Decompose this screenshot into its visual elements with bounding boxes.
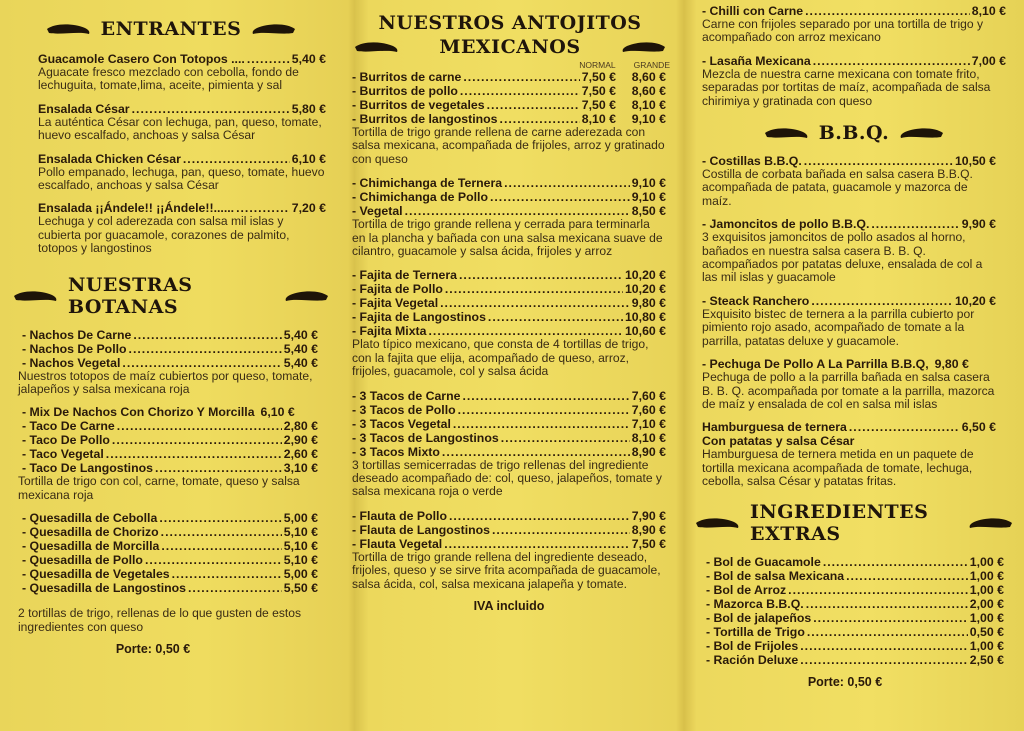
item-description: Hamburguesa de ternera metida en un paquete de tortilla mexicana acompañada de tomate, lechuga, cebolla, salsa César y patatas fritas.	[702, 447, 974, 489]
item-price: 7,60 €	[631, 388, 666, 403]
chili-pepper-icon	[12, 289, 58, 303]
item-price: 5,00 €	[283, 511, 318, 526]
item-price: 5,80 €	[291, 101, 326, 116]
item-name: - Flauta de Pollo	[352, 508, 447, 523]
item-name: - Taco De Langostinos	[22, 461, 153, 476]
item-price: 6,10 €	[260, 405, 295, 420]
item-price-grande: 8,60 €	[631, 70, 666, 84]
item-description: Pollo empanado, lechuga, pan, queso, tomate, huevo escalfado, anchoas y salsa César	[38, 164, 325, 193]
group-description: Tortilla de trigo grande rellena y cerrada para terminarla en la plancha y bañada con una salsa mexicana suave de cilantro, guacamole y salsa ácida, frijoles y arroz	[352, 217, 663, 259]
item-price: 6,10 €	[291, 151, 326, 166]
item-name: - Taco Vegetal	[22, 447, 104, 462]
item-price-grande: 8,60 €	[631, 84, 666, 98]
item-price: 9,80 €	[934, 357, 969, 372]
section-header-botanas	[12, 274, 330, 318]
menu-group	[352, 389, 666, 459]
item-description: La auténtica César con lechuga, pan, queso, tomate, huevo escalfado, anchoas y salsa César	[38, 114, 322, 143]
item-name: - Quesadilla de Chorizo	[22, 525, 159, 540]
section-header-entrantes	[12, 18, 330, 40]
item-name: - Mix De Nachos Con Chorizo Y Morcilla	[22, 405, 255, 420]
section-header-extras	[694, 501, 1014, 545]
item-name: - Burritos de langostinos	[352, 112, 498, 126]
item-price: 2,80 €	[283, 419, 318, 434]
section-header-antojitos	[344, 12, 676, 34]
item-name: - Lasaña Mexicana	[702, 53, 811, 68]
item-price: 9,10 €	[631, 190, 666, 205]
item-price: 7,00 €	[971, 53, 1006, 68]
item-name: - Steack Ranchero	[702, 293, 810, 308]
item-name: - 3 Tacos de Langostinos	[352, 430, 499, 445]
menu-column-3	[694, 0, 1014, 731]
item-description: Costilla de corbata bañada en salsa casera B.B.Q. acompañada de patata, guacamole y mazorca de maíz.	[702, 167, 973, 208]
item-price: 8,90 €	[631, 444, 666, 459]
menu-column-2	[344, 0, 676, 731]
item-price: 8,50 €	[631, 204, 666, 219]
item-name: - Costillas B.B.Q.	[702, 154, 802, 169]
item-name: - Chilli con Carne	[702, 4, 804, 18]
item-name: - Mazorca B.B.Q.	[706, 596, 804, 611]
item-name: - 3 Tacos de Carne	[352, 388, 461, 403]
item-name: - Burritos de vegetales	[352, 98, 485, 112]
chili-pepper-icon	[284, 289, 330, 303]
chili-pepper-icon	[251, 22, 297, 36]
item-name: - Jamoncitos de pollo B.B.Q.	[702, 217, 870, 232]
item-description: Pechuga de pollo a la parrilla bañada en salsa casera B. B. Q. acompañada por tomate a la parrilla, mazorca de maíz y ensalada de col en salsa mil islas	[702, 370, 995, 411]
chili-pepper-icon	[353, 40, 399, 54]
item-price: 9,10 €	[631, 176, 666, 191]
item-price: 5,00 €	[283, 567, 318, 582]
tax-note: IVA incluido	[473, 599, 545, 614]
item-name: - Taco De Pollo	[22, 433, 110, 448]
group-description: Tortilla de trigo grande rellena del ingrediente deseado, frijoles, queso y se sirve frita acompañada de guacamole, salsa ácida, col, salsa mexicana jalapeña y tomate.	[352, 549, 661, 591]
item-price-normal: 7,50 €	[581, 98, 616, 112]
item-name: - Fajita Mixta	[352, 324, 427, 339]
item-description: Exquisito bistec de ternera a la parrilla cubierto por pimiento rojo asado, acompañado de tomate a la parrilla, patatas deluxe y guacamole.	[702, 306, 975, 348]
item-name: - 3 Tacos Vegetal	[352, 416, 451, 431]
item-name: - Bol de Arroz	[706, 582, 787, 597]
item-description: Aguacate fresco mezclado con cebolla, fondo de lechuguita, tomate,lima, aceite, pimienta y sal	[38, 65, 299, 93]
item-price: 5,40 €	[283, 355, 318, 370]
item-price: 5,40 €	[291, 52, 326, 66]
item-name: - Burritos de pollo	[352, 84, 458, 98]
item-price: 7,90 €	[631, 508, 666, 523]
item-price: 1,00 €	[969, 638, 1004, 653]
menu-item	[702, 4, 1006, 45]
item-price: 5,40 €	[283, 341, 318, 356]
item-name: - Fajita de Ternera	[352, 268, 458, 283]
item-name: Hamburguesa de ternera	[702, 420, 847, 435]
item-price: 5,10 €	[283, 525, 318, 540]
item-price-normal: 7,50 €	[581, 70, 616, 84]
item-name: - Nachos De Carne	[22, 327, 132, 342]
menu-item	[702, 420, 996, 488]
section-header-bbq	[694, 122, 1014, 144]
menu-column-1	[12, 0, 330, 731]
menu-group	[18, 511, 318, 595]
item-price: 1,00 €	[969, 568, 1004, 583]
item-name: Ensalada ¡¡Ándele!! ¡¡Ándele!!......	[38, 201, 235, 216]
delivery-fee: Porte: 0,50 €	[807, 674, 883, 689]
item-name: - Quesadilla de Morcilla	[22, 539, 160, 554]
group-description: Plato típico mexicano, que consta de 4 tortillas de trigo, con la fajita que elija, acompañado de queso, arroz, frijoles, guacamole, col y salsa ácida	[352, 337, 649, 379]
size-headers	[344, 60, 676, 70]
item-name: - Chimichanga de Pollo	[352, 190, 488, 205]
item-price: 3,10 €	[283, 461, 318, 476]
item-price: 5,50 €	[283, 581, 318, 596]
menu-group	[352, 176, 666, 218]
item-price: 0,50 €	[969, 624, 1004, 639]
item-name: - Bol de jalapeños	[706, 610, 812, 625]
item-price-normal: 7,50 €	[581, 84, 616, 98]
item-price: 2,90 €	[283, 433, 318, 448]
item-name: - Ración Deluxe	[706, 652, 799, 667]
item-price: 10,20 €	[954, 293, 996, 308]
item-name: - Flauta de Langostinos	[352, 522, 491, 537]
item-price: 2,00 €	[969, 596, 1004, 611]
chili-pepper-icon	[899, 126, 945, 140]
item-price: 5,10 €	[283, 539, 318, 554]
chili-pepper-icon	[694, 516, 740, 530]
item-name: - Quesadilla de Cebolla	[22, 511, 158, 526]
menu-item	[38, 102, 326, 143]
item-price: 1,00 €	[969, 554, 1004, 569]
item-price: 8,10 €	[631, 430, 666, 445]
header-grande: GRANDE	[633, 60, 670, 70]
menu-item	[702, 54, 1006, 108]
item-name: - Bol de Guacamole	[706, 554, 821, 569]
menu-item	[702, 294, 996, 348]
item-price: 7,20 €	[291, 201, 326, 216]
item-name: Ensalada César	[38, 101, 130, 116]
menu-group	[352, 509, 666, 551]
chili-pepper-icon	[621, 40, 667, 54]
menu-item	[38, 152, 326, 193]
section-header-antojitos-line2	[344, 36, 676, 58]
item-name: - Quesadilla de Vegetales	[22, 567, 170, 582]
menu-item	[38, 52, 326, 93]
menu-item	[702, 217, 996, 285]
item-price: 10,20 €	[624, 282, 666, 297]
menu-item	[702, 357, 996, 411]
item-description: Lechuga y col aderezada con salsa mil islas y cubierta por guacamole, corazones de palmito, totopos y langostinos	[38, 214, 290, 256]
item-name: - Bol de Frijoles	[706, 638, 799, 653]
item-price: 9,80 €	[631, 296, 666, 311]
menu-group	[18, 405, 318, 475]
item-price: 7,50 €	[631, 536, 666, 551]
section-title: NUESTROS ANTOJITOS	[378, 12, 642, 34]
item-name: - 3 Tacos Mixto	[352, 444, 440, 459]
menu-group	[18, 328, 318, 370]
item-price: 10,80 €	[624, 310, 666, 325]
item-name-line2: Con patatas y salsa César	[702, 434, 855, 449]
item-name: Ensalada Chicken César	[38, 151, 181, 166]
item-description: 3 exquisitos jamoncitos de pollo asados al horno, bañados en nuestra salsa casera B. B. Q. acompañados por patatas deluxe, ensalada de col a las mil islas y guacamole	[702, 230, 983, 285]
item-name: - Nachos De Pollo	[22, 341, 127, 356]
item-name: - Taco De Carne	[22, 419, 115, 434]
item-name: - Chimichanga de Ternera	[352, 176, 503, 191]
item-price: 8,10 €	[971, 4, 1006, 18]
item-price: 1,00 €	[969, 582, 1004, 597]
menu-group	[706, 555, 1004, 667]
item-name: - Nachos Vegetal	[22, 355, 121, 370]
item-name: - Vegetal	[352, 204, 403, 219]
item-name: - 3 Tacos de Pollo	[352, 402, 456, 417]
delivery-fee: Porte: 0,50 €	[115, 642, 191, 657]
section-title: MEXICANOS	[439, 36, 581, 58]
chili-pepper-icon	[763, 126, 809, 140]
item-price: 8,90 €	[631, 522, 666, 537]
item-description: Mezcla de nuestra carne mexicana con tomate frito, separadas por tortitas de maíz, acompañada de salsa chirimiya y gratinada con queso	[702, 66, 991, 108]
section-title: NUESTRAS BOTANAS	[68, 273, 193, 318]
item-name: - Fajita Vegetal	[352, 296, 439, 311]
section-title: B.B.Q.	[818, 122, 890, 145]
item-price: 7,60 €	[631, 402, 666, 417]
menu-group	[352, 70, 666, 126]
item-name: - Flauta Vegetal	[352, 536, 443, 551]
menu-item	[702, 154, 996, 208]
item-price: 7,10 €	[631, 416, 666, 431]
group-description: 2 tortillas de trigo, rellenas de lo que gusten de estos ingredientes con queso	[18, 606, 302, 634]
item-price-grande: 8,10 €	[631, 98, 666, 112]
item-price: 5,10 €	[283, 553, 318, 568]
item-name: - Bol de salsa Mexicana	[706, 568, 845, 583]
menu-group	[352, 268, 666, 338]
item-name: Guacamole Casero Con Totopos ....	[38, 52, 245, 66]
item-price: 10,60 €	[624, 324, 666, 339]
item-name: - Tortilla de Trigo	[706, 624, 805, 639]
section-title: ENTRANTES	[100, 18, 242, 40]
item-price: 2,50 €	[969, 652, 1004, 667]
group-description: Tortilla de trigo grande rellena de carne aderezada con salsa mexicana, acompañada de frijoles, arroz y gratinado con queso	[352, 125, 665, 166]
item-name: - Pechuga De Pollo A La Parrilla B.B.Q,	[702, 357, 929, 372]
item-price: 2,60 €	[283, 447, 318, 462]
item-description: Carne con frijoles separado por una tortilla de trigo y acompañado con arroz mexicano	[702, 17, 983, 45]
chili-pepper-icon	[968, 516, 1014, 530]
item-price: 9,90 €	[961, 217, 996, 232]
item-name: - Fajita de Langostinos	[352, 310, 486, 325]
menu-item	[38, 201, 326, 255]
item-price: 6,50 €	[961, 420, 996, 435]
item-price: 5,40 €	[283, 327, 318, 342]
item-price-grande: 9,10 €	[631, 112, 666, 126]
item-name: - Burritos de carne	[352, 70, 462, 84]
item-price: 10,20 €	[624, 268, 666, 283]
header-normal: NORMAL	[579, 60, 616, 70]
item-name: - Fajita de Pollo	[352, 282, 443, 297]
item-name: - Quesadilla de Langostinos	[22, 581, 186, 596]
item-price: 1,00 €	[969, 610, 1004, 625]
section-title: INGREDIENTES EXTRAS	[750, 500, 929, 545]
group-description: Tortilla de trigo con col, carne, tomate, queso y salsa mexicana roja	[18, 474, 300, 502]
item-name: - Quesadilla de Pollo	[22, 553, 143, 568]
item-price-normal: 8,10 €	[581, 112, 616, 126]
chili-pepper-icon	[45, 22, 91, 36]
group-description: 3 tortillas semicerradas de trigo rellenas del ingrediente deseado acompañado de: col, queso, jalapeños, tomate y salsa mexicana roja o verde	[352, 457, 662, 499]
group-description: Nuestros totopos de maíz cubiertos por queso, tomate, jalapeños y salsa mexicana roja	[18, 368, 313, 397]
item-price: 10,50 €	[954, 154, 996, 169]
